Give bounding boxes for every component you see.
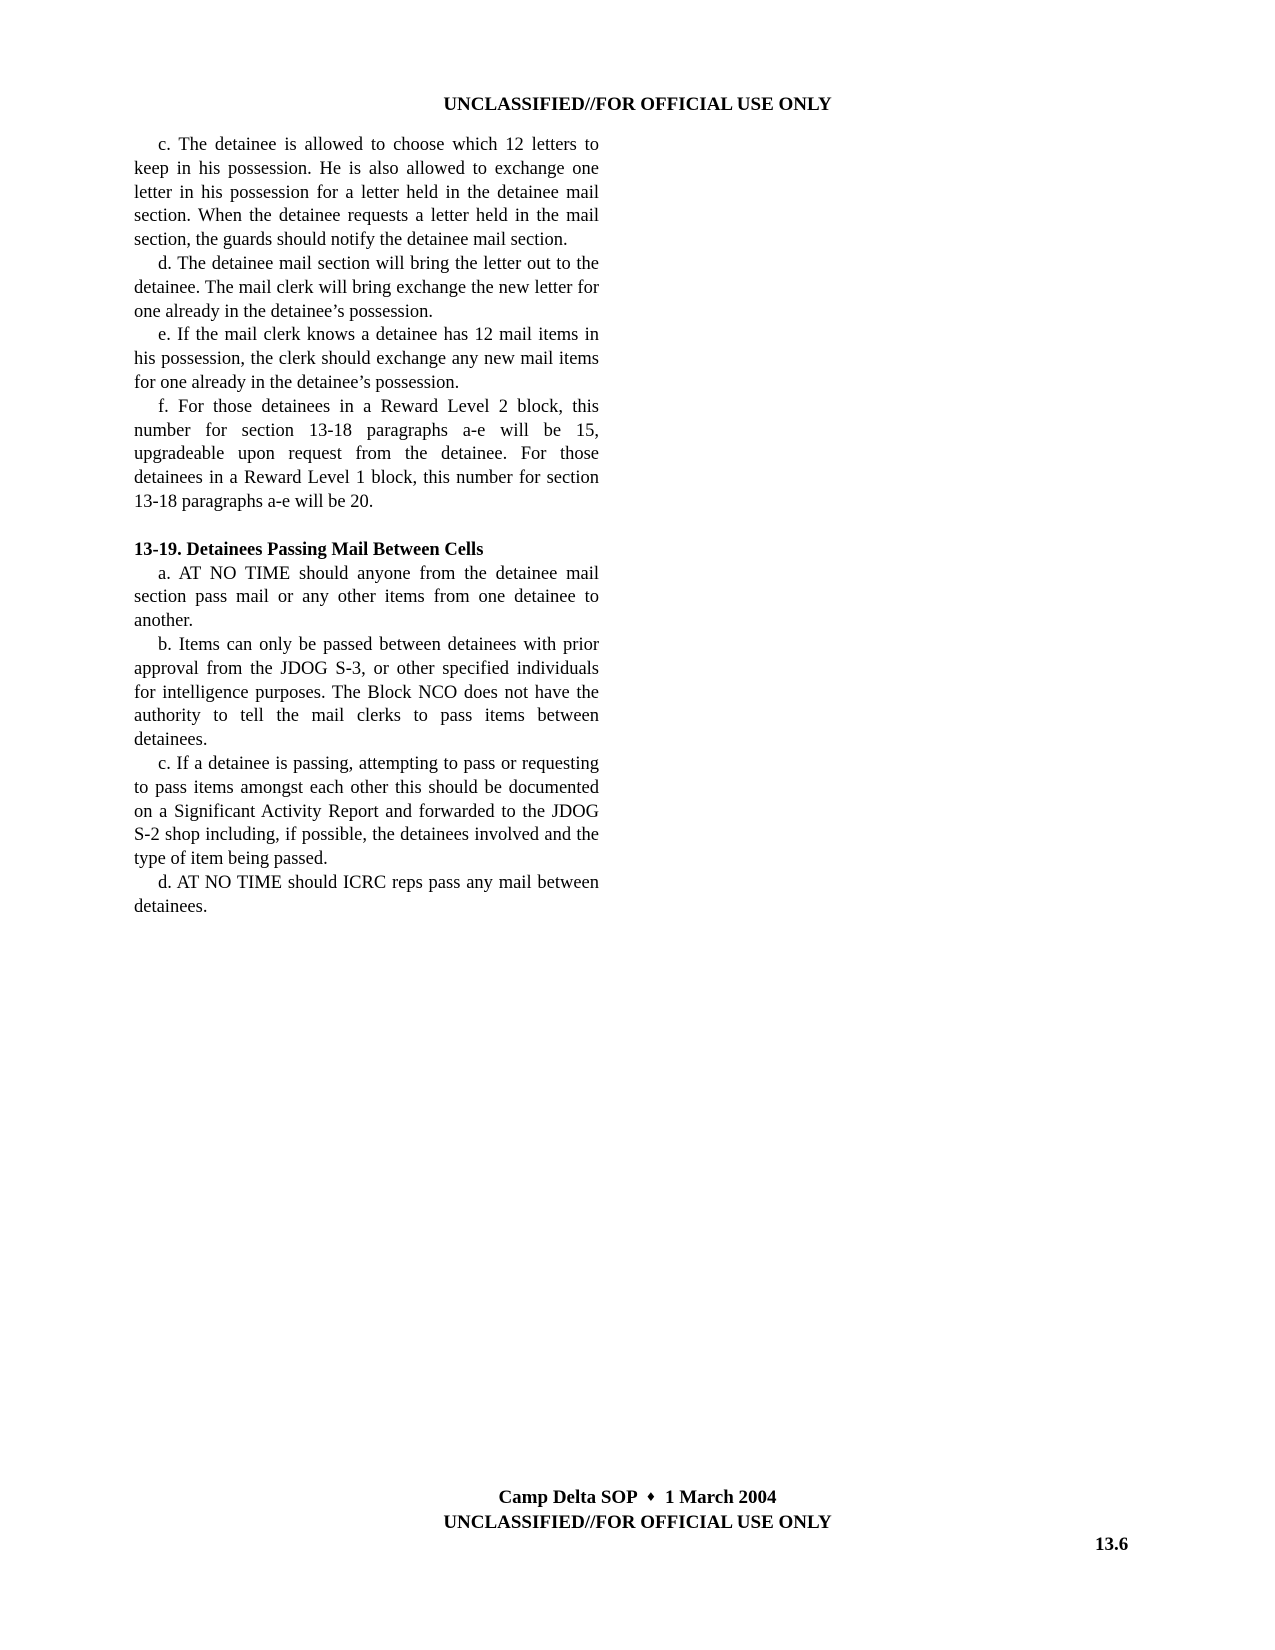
footer	[0, 1486, 1275, 1535]
paragraph-13-19-a: a. AT NO TIME should anyone from the detainee mail section pass mail or any other items from one detainee to another.	[134, 563, 599, 632]
page-number: 13.6	[1095, 1534, 1129, 1555]
paragraph-13-19-d: d. AT NO TIME should ICRC reps pass any mail between detainees.	[134, 872, 599, 917]
paragraph-13-18-c: c. The detainee is allowed to choose which 12 letters to keep in his possession. He is also allowed to exchange one letter in his possession for a letter held in the detainee mail section. When the detainee requests a letter held in the mail section, the guards should notify the detainee mail section.	[134, 135, 599, 251]
paragraph-13-18-f: f. For those detainees in a Reward Level 2 block, this number for section 13-18 paragraphs a-e will be 15, upgradeable upon request from the detainee. For those detainees in a Reward Level 1 block, this number for section 13-18 paragraphs a-e will be 20.	[134, 396, 599, 512]
footer-date: 1 March 2004	[665, 1487, 777, 1508]
header-classification: UNCLASSIFIED//FOR OFFICIAL USE ONLY	[443, 94, 832, 115]
body-column	[134, 134, 599, 920]
diamond-separator-icon: ♦	[645, 1490, 657, 1504]
footer-document-line	[0, 1486, 1275, 1511]
section-heading-13-19: 13-19. Detainees Passing Mail Between Cells	[134, 539, 484, 560]
paragraph-13-18-e: e. If the mail clerk knows a detainee has 12 mail items in his possession, the clerk should exchange any new mail items for one already in the detainee’s possession.	[134, 325, 599, 393]
paragraph-13-18-d: d. The detainee mail section will bring the letter out to the detainee. The mail clerk will bring exchange the new letter for one already in the detainee’s possession.	[134, 253, 599, 322]
paragraph-13-19-c: c. If a detainee is passing, attempting to pass or requesting to pass items amongst each other this should be documented on a Significant Activity Report and forwarded to the JDOG S-2 shop including, if possible, the detainees involved and the type of item being passed.	[134, 753, 599, 870]
paragraph-13-19-b: b. Items can only be passed between detainees with prior approval from the JDOG S-3, or other specified individuals for intelligence purposes. The Block NCO does not have the authority to tell the mail clerks to pass items between detainees.	[134, 634, 599, 751]
footer-document-name: Camp Delta SOP	[498, 1487, 637, 1508]
footer-classification: UNCLASSIFIED//FOR OFFICIAL USE ONLY	[443, 1512, 832, 1533]
